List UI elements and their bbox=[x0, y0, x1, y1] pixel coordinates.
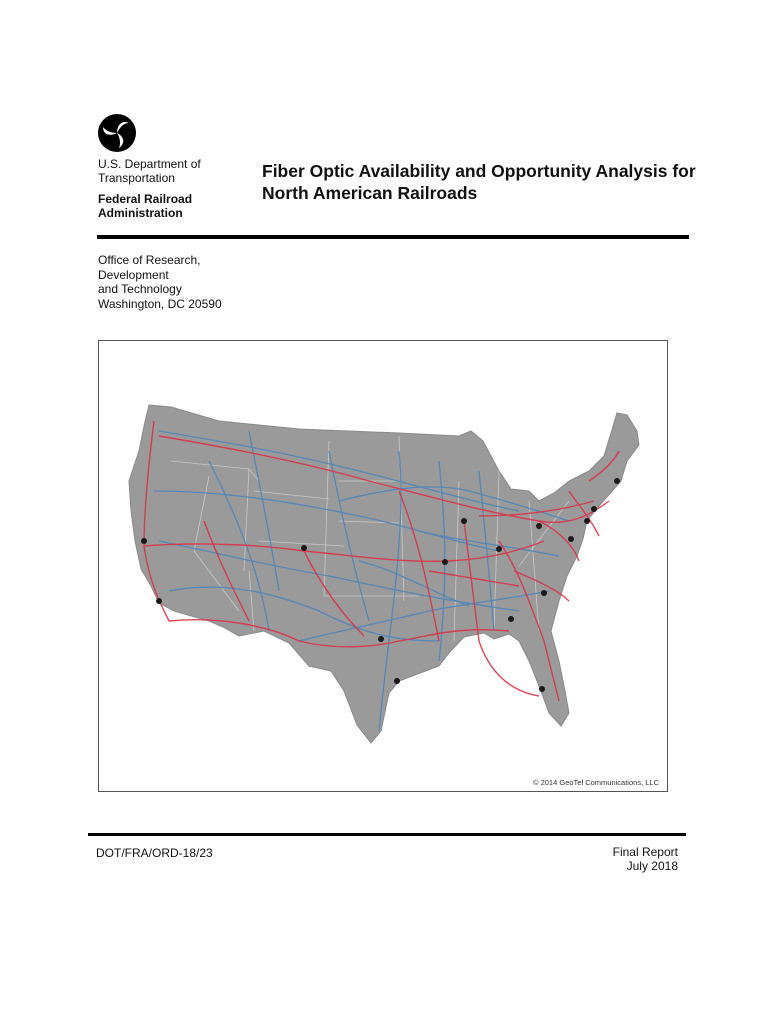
report-date: July 2018 bbox=[626, 859, 678, 873]
city-marker bbox=[378, 636, 384, 642]
city-marker bbox=[496, 546, 502, 552]
bottom-divider bbox=[88, 833, 686, 836]
dot-logo bbox=[98, 114, 136, 152]
top-divider bbox=[97, 235, 689, 239]
city-marker bbox=[584, 518, 590, 524]
report-info bbox=[613, 845, 678, 873]
report-number: DOT/FRA/ORD-18/23 bbox=[96, 846, 213, 860]
city-marker bbox=[614, 478, 620, 484]
city-marker bbox=[461, 518, 467, 524]
city-marker bbox=[301, 545, 307, 551]
city-marker bbox=[541, 590, 547, 596]
office-line-4: Washington, DC 20590 bbox=[98, 296, 222, 311]
city-marker bbox=[568, 536, 574, 542]
city-marker bbox=[508, 616, 514, 622]
report-type: Final Report bbox=[612, 845, 678, 859]
city-marker bbox=[591, 506, 597, 512]
city-marker bbox=[141, 538, 147, 544]
city-marker bbox=[442, 559, 448, 565]
map-copyright: © 2014 GeoTel Communications, LLC bbox=[532, 778, 659, 787]
us-network-map bbox=[99, 341, 668, 792]
network-map-figure bbox=[98, 340, 668, 792]
city-marker bbox=[156, 598, 162, 604]
administration-name: Federal Railroad Administration bbox=[98, 192, 193, 220]
office-line-3: and Technology bbox=[98, 282, 182, 296]
office-address bbox=[98, 253, 222, 311]
city-marker bbox=[539, 686, 545, 692]
agency-block bbox=[98, 157, 238, 220]
report-title: Fiber Optic Availability and Opportunity Analysis for North American Railroads bbox=[262, 161, 696, 203]
us-landmass bbox=[129, 405, 639, 743]
city-marker bbox=[394, 678, 400, 684]
department-name: U.S. Department of Transportation bbox=[98, 157, 201, 185]
office-line-2: Development bbox=[98, 267, 169, 282]
city-marker bbox=[536, 523, 542, 529]
office-line-1: Office of Research, bbox=[98, 253, 201, 267]
